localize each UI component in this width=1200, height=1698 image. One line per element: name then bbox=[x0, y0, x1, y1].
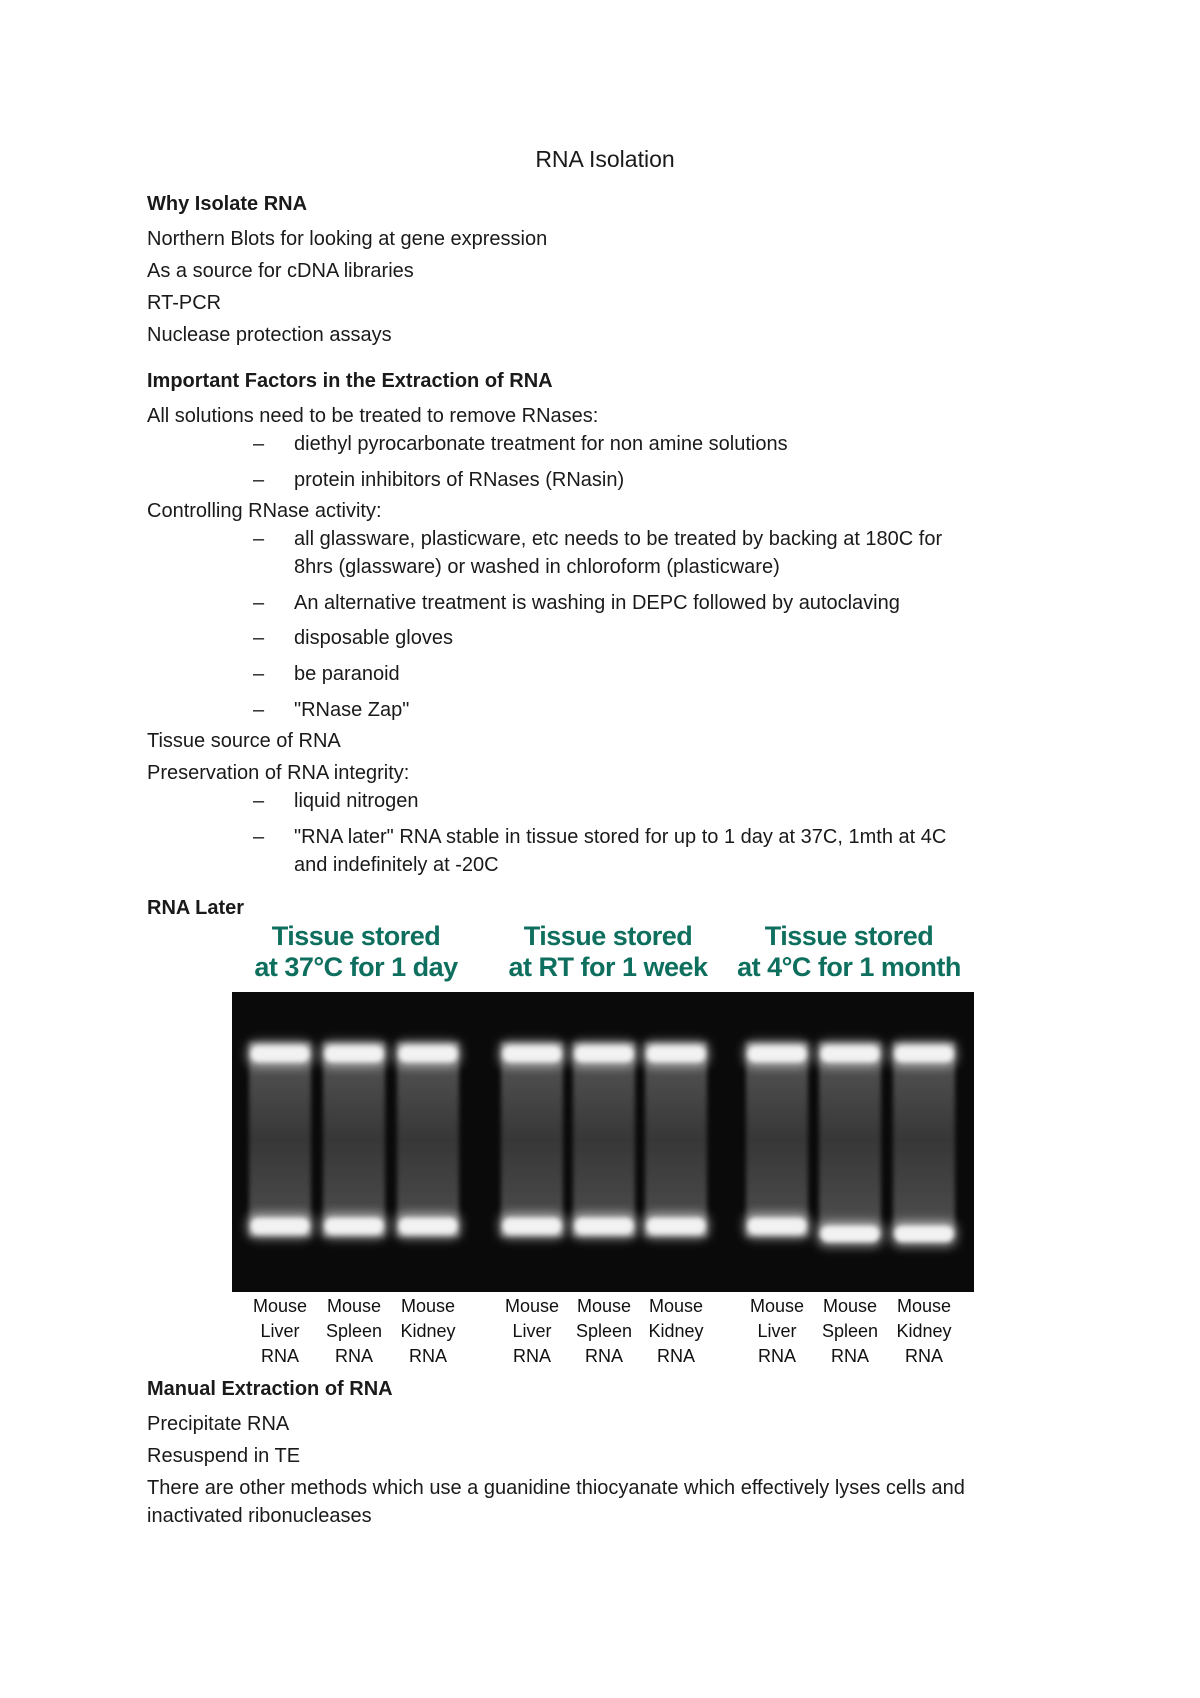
gel-band-upper bbox=[503, 1046, 561, 1062]
gel-band-upper bbox=[575, 1046, 633, 1062]
lane-label-line: Spleen bbox=[325, 1321, 383, 1341]
manual-precipitate: Precipitate RNA bbox=[147, 1413, 290, 1435]
bullet-dash: – bbox=[253, 663, 265, 685]
lane-label-line: Spleen bbox=[575, 1321, 633, 1341]
factors-preservation-text: Preservation of RNA integrity: bbox=[147, 762, 410, 784]
gel-band-upper bbox=[325, 1046, 383, 1062]
gel-group-title-37c bbox=[226, 921, 486, 983]
lane-label-line: Mouse bbox=[648, 1296, 704, 1316]
bullet-rna-later-line-1: "RNA later" RNA stable in tissue stored for up to 1 day at 37C, 1mth at 4C bbox=[294, 826, 947, 848]
lane-label-line: Liver bbox=[260, 1321, 300, 1341]
bullet-dash: – bbox=[253, 592, 265, 614]
lane-label-line: Spleen bbox=[821, 1321, 879, 1341]
lane-label-line: Mouse bbox=[504, 1296, 560, 1316]
gel-lane-9 bbox=[891, 1041, 957, 1247]
lane-label-line: Mouse bbox=[326, 1296, 382, 1316]
lane-label-line: RNA bbox=[904, 1346, 943, 1366]
lane-label-4 bbox=[492, 1294, 572, 1369]
why-item-1: Northern Blots for looking at gene expression bbox=[147, 228, 548, 250]
lane-label-5 bbox=[564, 1294, 644, 1369]
lane-label-1 bbox=[240, 1294, 320, 1369]
page-title: RNA Isolation bbox=[535, 146, 675, 172]
bullet-dash: – bbox=[253, 790, 265, 812]
lane-label-line: Kidney bbox=[896, 1321, 952, 1341]
bullet-dash: – bbox=[253, 528, 265, 550]
gel-band-lower bbox=[325, 1218, 383, 1234]
bullet-dash: – bbox=[253, 469, 265, 491]
factors-tissue-source: Tissue source of RNA bbox=[147, 730, 341, 752]
gel-band-lower bbox=[821, 1226, 879, 1242]
gel-electrophoresis-image bbox=[232, 992, 974, 1292]
manual-resuspend: Resuspend in TE bbox=[147, 1445, 301, 1467]
gel-smear bbox=[645, 1042, 707, 1237]
gel-group-title-line-1: Tissue stored bbox=[523, 921, 693, 951]
lane-label-line: Kidney bbox=[648, 1321, 704, 1341]
gel-band-lower bbox=[251, 1218, 309, 1234]
gel-group-title-rt bbox=[478, 921, 738, 983]
factors-controlling-text: Controlling RNase activity: bbox=[147, 500, 382, 522]
gel-band-lower bbox=[895, 1226, 953, 1242]
bullet-gloves: disposable gloves bbox=[294, 627, 453, 649]
gel-band-lower bbox=[399, 1218, 457, 1234]
gel-band-upper bbox=[647, 1046, 705, 1062]
gel-lane-2 bbox=[321, 1041, 387, 1239]
gel-lane-5 bbox=[571, 1041, 637, 1239]
gel-band-upper bbox=[251, 1046, 309, 1062]
bullet-dash: – bbox=[253, 627, 265, 649]
gel-band-lower bbox=[575, 1218, 633, 1234]
gel-smear bbox=[746, 1042, 808, 1237]
gel-group-title-line-1: Tissue stored bbox=[271, 921, 441, 951]
lane-label-line: Mouse bbox=[749, 1296, 805, 1316]
bullet-depc-autoclave: An alternative treatment is washing in DEPC followed by autoclaving bbox=[294, 592, 900, 614]
gel-band-lower bbox=[748, 1218, 806, 1234]
bullet-dash: – bbox=[253, 433, 265, 455]
gel-lane-7 bbox=[744, 1041, 810, 1239]
bullet-glassware-line-1: all glassware, plasticware, etc needs to be treated by backing at 180C for bbox=[294, 528, 943, 550]
gel-lane-6 bbox=[643, 1041, 709, 1239]
bullet-rnasin: protein inhibitors of RNases (RNasin) bbox=[294, 469, 625, 491]
gel-smear bbox=[819, 1042, 881, 1237]
gel-lane-1 bbox=[247, 1041, 313, 1239]
gel-group-title-4c bbox=[714, 921, 984, 983]
lane-label-line: Mouse bbox=[400, 1296, 456, 1316]
lane-label-line: RNA bbox=[408, 1346, 447, 1366]
lane-label-line: Liver bbox=[757, 1321, 797, 1341]
bullet-liquid-nitrogen: liquid nitrogen bbox=[294, 790, 419, 812]
gel-smear bbox=[573, 1042, 635, 1237]
lane-label-line: Kidney bbox=[400, 1321, 456, 1341]
lane-label-line: Mouse bbox=[252, 1296, 308, 1316]
factors-solutions-text: All solutions need to be treated to remove RNases: bbox=[147, 405, 599, 427]
gel-group-title-line-2: at 37°C for 1 day bbox=[254, 952, 458, 982]
gel-group-title-line-2: at 4°C for 1 month bbox=[737, 952, 961, 982]
gel-lane-8 bbox=[817, 1041, 883, 1247]
bullet-dash: – bbox=[253, 826, 265, 848]
lane-label-line: Mouse bbox=[896, 1296, 952, 1316]
bullet-rnase-zap: "RNase Zap" bbox=[294, 699, 410, 721]
lane-label-line: RNA bbox=[334, 1346, 373, 1366]
lane-label-line: RNA bbox=[584, 1346, 623, 1366]
manual-other-methods-line-1: There are other methods which use a guanidine thiocyanate which effectively lyses cells and bbox=[147, 1477, 965, 1499]
lane-label-8 bbox=[810, 1294, 890, 1369]
bullet-glassware-line-2: 8hrs (glassware) or washed in chloroform (plasticware) bbox=[294, 556, 780, 578]
bullet-paranoid: be paranoid bbox=[294, 663, 400, 685]
gel-band-upper bbox=[895, 1046, 953, 1062]
why-item-3: RT-PCR bbox=[147, 292, 222, 314]
bullet-depc-treatment: diethyl pyrocarbonate treatment for non amine solutions bbox=[294, 433, 788, 455]
lane-label-line: RNA bbox=[656, 1346, 695, 1366]
bullet-rna-later-line-2: and indefinitely at -20C bbox=[294, 854, 499, 876]
manual-other-methods-line-2: inactivated ribonucleases bbox=[147, 1505, 372, 1527]
lane-label-line: RNA bbox=[260, 1346, 299, 1366]
lane-label-3 bbox=[388, 1294, 468, 1369]
lane-label-line: Mouse bbox=[822, 1296, 878, 1316]
gel-group-title-line-2: at RT for 1 week bbox=[508, 952, 708, 982]
gel-group-title-line-1: Tissue stored bbox=[764, 921, 934, 951]
gel-smear bbox=[501, 1042, 563, 1237]
gel-band-lower bbox=[503, 1218, 561, 1234]
gel-smear bbox=[893, 1042, 955, 1237]
gel-smear bbox=[397, 1042, 459, 1237]
gel-lane-3 bbox=[395, 1041, 461, 1239]
lane-label-line: RNA bbox=[512, 1346, 551, 1366]
gel-smear bbox=[249, 1042, 311, 1237]
lane-label-line: Liver bbox=[512, 1321, 552, 1341]
gel-lane-4 bbox=[499, 1041, 565, 1239]
gel-band-upper bbox=[399, 1046, 457, 1062]
heading-why-isolate: Why Isolate RNA bbox=[147, 193, 308, 215]
why-item-4: Nuclease protection assays bbox=[147, 324, 392, 346]
lane-label-2 bbox=[314, 1294, 394, 1369]
heading-important-factors: Important Factors in the Extraction of RNA bbox=[147, 370, 553, 392]
lane-label-line: RNA bbox=[757, 1346, 796, 1366]
gel-band-upper bbox=[821, 1046, 879, 1062]
lane-label-9 bbox=[884, 1294, 964, 1369]
bullet-dash: – bbox=[253, 699, 265, 721]
gel-band-upper bbox=[748, 1046, 806, 1062]
heading-manual-extraction: Manual Extraction of RNA bbox=[147, 1378, 393, 1400]
lane-label-line: RNA bbox=[830, 1346, 869, 1366]
lane-label-6 bbox=[636, 1294, 716, 1369]
lane-label-7 bbox=[737, 1294, 817, 1369]
heading-rna-later: RNA Later bbox=[147, 897, 245, 919]
gel-band-lower bbox=[647, 1218, 705, 1234]
gel-smear bbox=[323, 1042, 385, 1237]
why-item-2: As a source for cDNA libraries bbox=[147, 260, 414, 282]
lane-label-line: Mouse bbox=[576, 1296, 632, 1316]
